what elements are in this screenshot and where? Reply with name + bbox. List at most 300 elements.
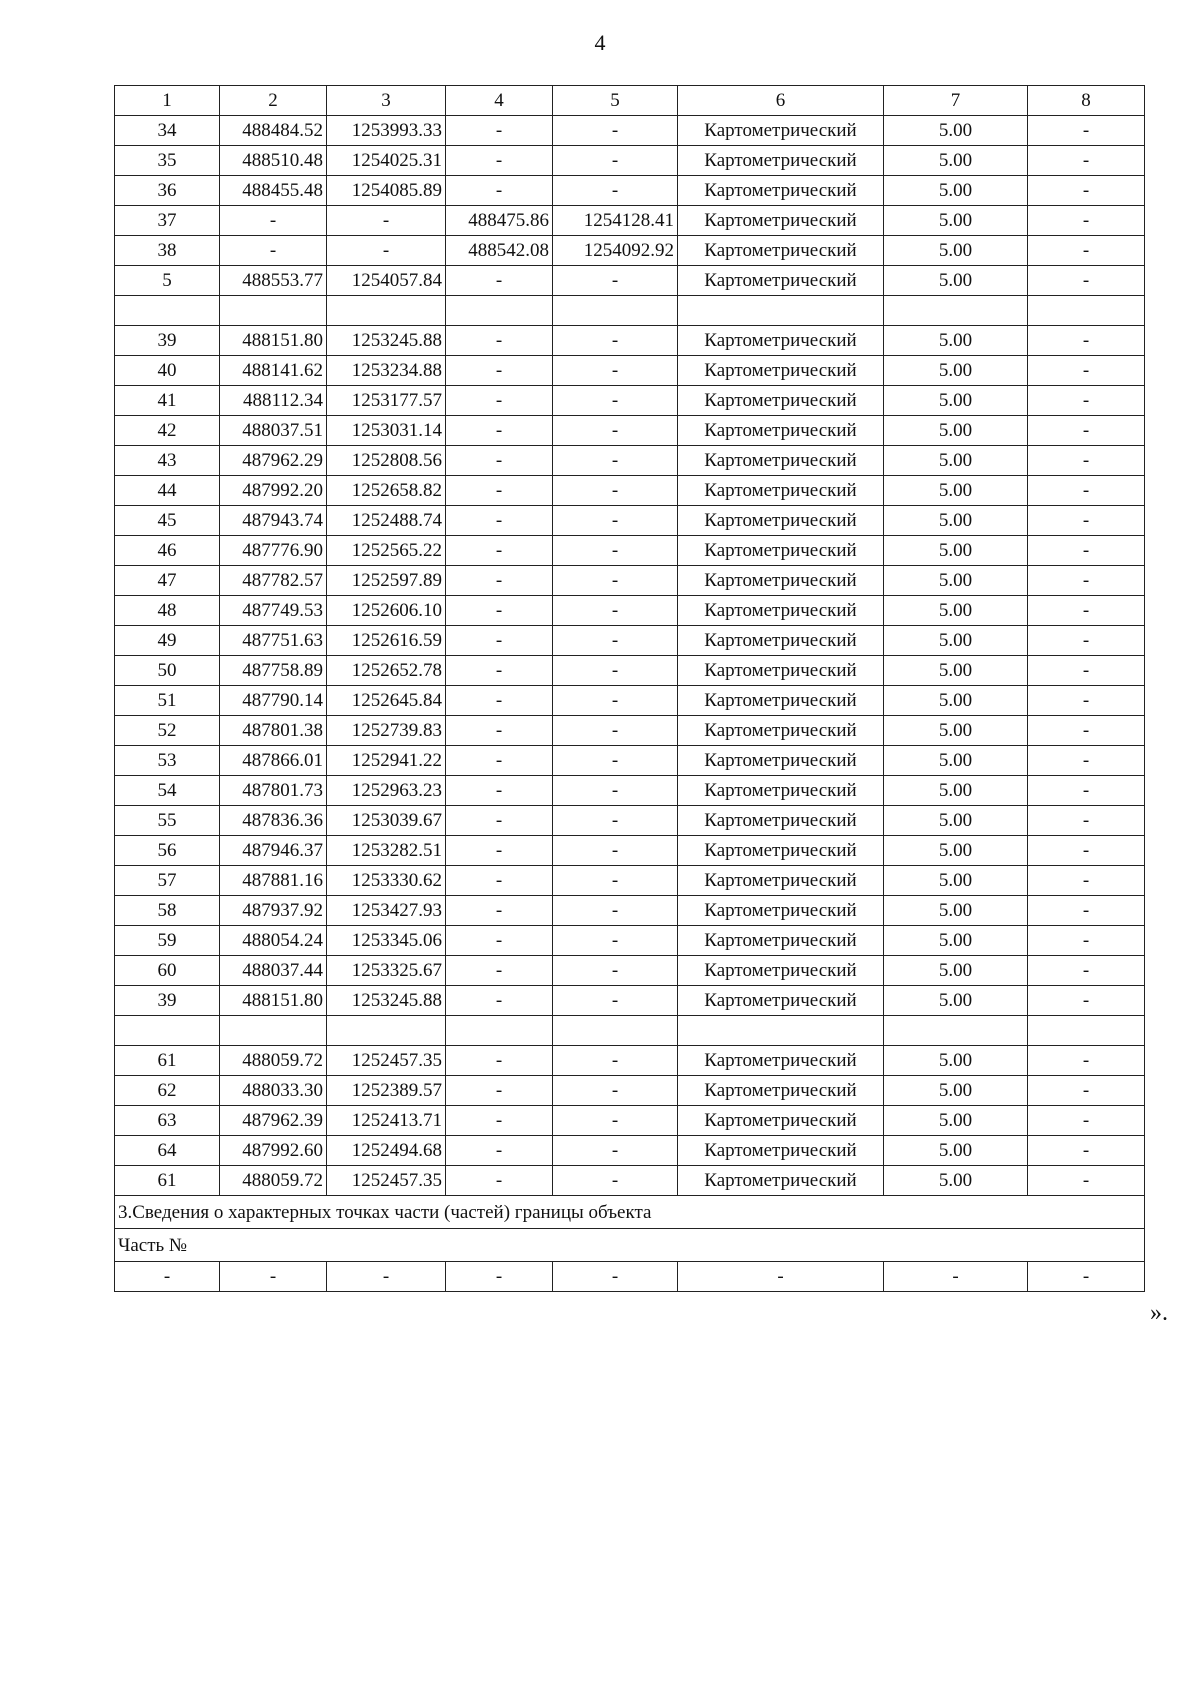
table-cell: - [1028, 506, 1145, 536]
table-cell: Картометрический [678, 1166, 884, 1196]
table-cell: 5.00 [884, 896, 1028, 926]
table-cell: 488542.08 [446, 236, 553, 266]
table-cell: - [446, 1046, 553, 1076]
table-cell: - [1028, 806, 1145, 836]
table-cell: Картометрический [678, 326, 884, 356]
table-cell: 63 [115, 1106, 220, 1136]
table-cell: Картометрический [678, 776, 884, 806]
table-cell: 44 [115, 476, 220, 506]
table-cell [678, 296, 884, 326]
table-cell: 1252963.23 [327, 776, 446, 806]
table-cell: - [1028, 836, 1145, 866]
table-cell: - [446, 326, 553, 356]
table-cell: 1253427.93 [327, 896, 446, 926]
table-row [115, 236, 1145, 266]
table-cell: 1252808.56 [327, 446, 446, 476]
table-cell: - [446, 386, 553, 416]
table-cell: 5.00 [884, 356, 1028, 386]
table-cell: 51 [115, 686, 220, 716]
table-cell: - [446, 1262, 553, 1292]
table-cell: - [553, 776, 678, 806]
table-cell: - [1028, 1136, 1145, 1166]
table-cell [678, 1016, 884, 1046]
table-row [115, 956, 1145, 986]
table-row [115, 746, 1145, 776]
table-cell: Картометрический [678, 1046, 884, 1076]
table-cell: - [446, 686, 553, 716]
table-cell: - [1028, 776, 1145, 806]
table-cell: - [446, 776, 553, 806]
table-cell: - [1028, 1076, 1145, 1106]
table-cell: 39 [115, 326, 220, 356]
table-cell: 46 [115, 536, 220, 566]
table-cell: 1253330.62 [327, 866, 446, 896]
table-cell: - [327, 206, 446, 236]
table-cell: - [553, 326, 678, 356]
table-cell: 488455.48 [220, 176, 327, 206]
table-cell [220, 296, 327, 326]
table-cell: 5.00 [884, 176, 1028, 206]
header-cell: 4 [446, 86, 553, 116]
table-cell [446, 296, 553, 326]
table-cell: Картометрический [678, 986, 884, 1016]
table-cell: Картометрический [678, 1106, 884, 1136]
table-cell [446, 1016, 553, 1046]
table-cell: 5.00 [884, 446, 1028, 476]
table-cell: - [553, 1262, 678, 1292]
closing-quote-mark: ». [1150, 1300, 1168, 1326]
table-cell: - [446, 986, 553, 1016]
table-cell: - [446, 746, 553, 776]
table-cell: 487962.29 [220, 446, 327, 476]
table-cell: - [446, 656, 553, 686]
table-cell: 488059.72 [220, 1166, 327, 1196]
table-cell: 1252941.22 [327, 746, 446, 776]
table-cell: - [115, 1262, 220, 1292]
table-cell: Картометрический [678, 896, 884, 926]
table-row [115, 626, 1145, 656]
table-cell: 45 [115, 506, 220, 536]
header-cell: 8 [1028, 86, 1145, 116]
table-cell: - [553, 1136, 678, 1166]
table-cell: 488054.24 [220, 926, 327, 956]
page-number: 4 [594, 30, 606, 55]
table-cell: 61 [115, 1046, 220, 1076]
table-cell: 5.00 [884, 656, 1028, 686]
table-cell: 488141.62 [220, 356, 327, 386]
table-row [115, 656, 1145, 686]
table-cell: - [1028, 416, 1145, 446]
table-cell: Картометрический [678, 476, 884, 506]
table-cell: Картометрический [678, 386, 884, 416]
table-cell: - [553, 386, 678, 416]
table-cell: Картометрический [678, 116, 884, 146]
table-cell: 5 [115, 266, 220, 296]
table-cell: - [446, 596, 553, 626]
table-cell: - [327, 236, 446, 266]
table-cell: 487992.20 [220, 476, 327, 506]
table-cell: - [446, 416, 553, 446]
table-cell: - [1028, 896, 1145, 926]
table-cell: Картометрический [678, 926, 884, 956]
table-row [115, 716, 1145, 746]
table-cell: 5.00 [884, 476, 1028, 506]
table-row [115, 446, 1145, 476]
header-cell: 2 [220, 86, 327, 116]
table-cell: 487751.63 [220, 626, 327, 656]
table-cell: Картометрический [678, 626, 884, 656]
table-cell: - [553, 656, 678, 686]
table-cell: 487790.14 [220, 686, 327, 716]
table-cell: - [446, 1076, 553, 1106]
table-cell: - [1028, 116, 1145, 146]
table-cell: 1253245.88 [327, 986, 446, 1016]
table-cell: - [446, 1136, 553, 1166]
table-cell: 5.00 [884, 596, 1028, 626]
table-cell: - [327, 1262, 446, 1292]
table-cell: - [1028, 536, 1145, 566]
table-cell: 1254128.41 [553, 206, 678, 236]
table-cell: Картометрический [678, 806, 884, 836]
table-row [115, 536, 1145, 566]
table-cell: 1253245.88 [327, 326, 446, 356]
table-cell: 5.00 [884, 326, 1028, 356]
table-cell: - [553, 926, 678, 956]
table-cell: 487937.92 [220, 896, 327, 926]
table-cell: Картометрический [678, 596, 884, 626]
table-cell: Картометрический [678, 176, 884, 206]
table-cell: 50 [115, 656, 220, 686]
table-cell: 5.00 [884, 566, 1028, 596]
table-cell: 488037.51 [220, 416, 327, 446]
table-cell: 1252739.83 [327, 716, 446, 746]
table-cell: - [1028, 1106, 1145, 1136]
table-cell: 52 [115, 716, 220, 746]
table-cell: - [446, 446, 553, 476]
table-cell: - [446, 146, 553, 176]
table-cell: 1252413.71 [327, 1106, 446, 1136]
table-cell: Картометрический [678, 686, 884, 716]
table-cell: - [553, 806, 678, 836]
table-cell: 5.00 [884, 266, 1028, 296]
table-cell: 1252652.78 [327, 656, 446, 686]
table-cell: 1253031.14 [327, 416, 446, 446]
table-cell: - [553, 596, 678, 626]
table-row [115, 776, 1145, 806]
table-cell: - [446, 176, 553, 206]
table-cell: 61 [115, 1166, 220, 1196]
table-cell: 5.00 [884, 956, 1028, 986]
table-cell: 1253345.06 [327, 926, 446, 956]
table-cell: - [446, 476, 553, 506]
table-cell: 487782.57 [220, 566, 327, 596]
table-cell: 62 [115, 1076, 220, 1106]
table-cell: 1254085.89 [327, 176, 446, 206]
table-cell: Картометрический [678, 656, 884, 686]
table-cell: - [553, 356, 678, 386]
table-row [115, 1046, 1145, 1076]
table-cell [1028, 1016, 1145, 1046]
table-cell: - [553, 536, 678, 566]
table-cell: Картометрический [678, 206, 884, 236]
table-cell: - [1028, 356, 1145, 386]
table-cell: 64 [115, 1136, 220, 1166]
table-cell: - [884, 1262, 1028, 1292]
coordinates-table-body [115, 86, 1145, 1292]
table-cell: - [220, 236, 327, 266]
table-cell: 487758.89 [220, 656, 327, 686]
table-cell: - [1028, 686, 1145, 716]
table-cell: Картометрический [678, 146, 884, 176]
table-cell: - [553, 866, 678, 896]
table-cell: - [1028, 446, 1145, 476]
table-cell: 1254092.92 [553, 236, 678, 266]
table-cell: - [446, 866, 553, 896]
table-cell: 5.00 [884, 836, 1028, 866]
table-cell: 488553.77 [220, 266, 327, 296]
table-cell: 487776.90 [220, 536, 327, 566]
table-cell: - [1028, 956, 1145, 986]
table-cell: - [553, 836, 678, 866]
table-cell: - [1028, 146, 1145, 176]
table-cell: - [553, 116, 678, 146]
table-cell: - [553, 266, 678, 296]
table-cell: 5.00 [884, 386, 1028, 416]
table-cell: - [1028, 566, 1145, 596]
table-cell: 56 [115, 836, 220, 866]
table-cell: 57 [115, 866, 220, 896]
table-cell: 49 [115, 626, 220, 656]
table-cell: - [1028, 1046, 1145, 1076]
table-cell [553, 1016, 678, 1046]
table-cell: - [220, 1262, 327, 1292]
table-cell: 5.00 [884, 716, 1028, 746]
table-cell: - [1028, 926, 1145, 956]
final-row [115, 1262, 1145, 1292]
table-cell: 55 [115, 806, 220, 836]
table-cell [1028, 296, 1145, 326]
table-cell: 488151.80 [220, 326, 327, 356]
table-cell: 5.00 [884, 986, 1028, 1016]
table-cell: Картометрический [678, 566, 884, 596]
table-cell: Картометрический [678, 446, 884, 476]
table-cell: 5.00 [884, 686, 1028, 716]
table-cell: 1252616.59 [327, 626, 446, 656]
table-cell: - [446, 926, 553, 956]
table-cell: - [553, 746, 678, 776]
table-cell: 5.00 [884, 206, 1028, 236]
table-cell: 5.00 [884, 116, 1028, 146]
table-row [115, 416, 1145, 446]
table-cell: - [446, 566, 553, 596]
table-row [115, 596, 1145, 626]
section-title: 3.Сведения о характерных точках части (частей) границы объекта [115, 1196, 1145, 1229]
table-cell: Картометрический [678, 746, 884, 776]
table-cell [884, 296, 1028, 326]
table-cell: 41 [115, 386, 220, 416]
table-cell: 38 [115, 236, 220, 266]
table-cell: 487962.39 [220, 1106, 327, 1136]
table-cell: 5.00 [884, 806, 1028, 836]
table-cell: 1254025.31 [327, 146, 446, 176]
table-cell: 1253039.67 [327, 806, 446, 836]
table-cell: 5.00 [884, 746, 1028, 776]
table-cell: Картометрический [678, 506, 884, 536]
table-cell: 5.00 [884, 1166, 1028, 1196]
table-cell: 487749.53 [220, 596, 327, 626]
table-row [115, 926, 1145, 956]
table-cell: 5.00 [884, 1046, 1028, 1076]
table-cell: - [553, 1076, 678, 1106]
table-cell: - [553, 566, 678, 596]
table-cell: - [1028, 266, 1145, 296]
table-cell: 1252565.22 [327, 536, 446, 566]
table-row [115, 806, 1145, 836]
table-cell [884, 1016, 1028, 1046]
table-cell: 487836.36 [220, 806, 327, 836]
blank-separator-row [115, 296, 1145, 326]
table-cell [220, 1016, 327, 1046]
table-cell: 488037.44 [220, 956, 327, 986]
table-cell: Картометрический [678, 1076, 884, 1106]
table-cell: 1253993.33 [327, 116, 446, 146]
table-row [115, 206, 1145, 236]
table-cell: 1252597.89 [327, 566, 446, 596]
table-cell: 5.00 [884, 146, 1028, 176]
table-cell: 488484.52 [220, 116, 327, 146]
table-cell: Картометрический [678, 536, 884, 566]
table-cell: 488033.30 [220, 1076, 327, 1106]
table-cell: - [553, 956, 678, 986]
table-row [115, 356, 1145, 386]
table-cell: 5.00 [884, 776, 1028, 806]
table-cell: Картометрический [678, 266, 884, 296]
blank-separator-row [115, 1016, 1145, 1046]
table-cell: - [1028, 596, 1145, 626]
table-cell: 42 [115, 416, 220, 446]
table-row [115, 476, 1145, 506]
table-cell [327, 296, 446, 326]
table-cell: - [553, 176, 678, 206]
table-cell: 58 [115, 896, 220, 926]
table-cell: - [1028, 746, 1145, 776]
table-cell: 37 [115, 206, 220, 236]
table-cell: 1252658.82 [327, 476, 446, 506]
table-row [115, 146, 1145, 176]
table-cell: - [446, 356, 553, 386]
table-cell: - [1028, 656, 1145, 686]
table-cell: - [446, 956, 553, 986]
header-row [115, 86, 1145, 116]
table-row [115, 686, 1145, 716]
table-cell: 487866.01 [220, 746, 327, 776]
table-row [115, 986, 1145, 1016]
table-cell: - [553, 416, 678, 446]
table-cell: - [553, 626, 678, 656]
table-cell: - [446, 536, 553, 566]
table-cell: - [553, 716, 678, 746]
table-row [115, 566, 1145, 596]
table-row [115, 1106, 1145, 1136]
table-cell: 1253282.51 [327, 836, 446, 866]
table-cell: - [1028, 176, 1145, 206]
table-cell: 39 [115, 986, 220, 1016]
table-cell: 35 [115, 146, 220, 176]
table-cell: - [678, 1262, 884, 1292]
part-label-row [115, 1229, 1145, 1262]
table-cell: 5.00 [884, 536, 1028, 566]
table-row [115, 1076, 1145, 1106]
table-cell: - [1028, 386, 1145, 416]
table-cell [553, 296, 678, 326]
table-cell: - [553, 686, 678, 716]
table-cell: - [446, 806, 553, 836]
table-cell: 47 [115, 566, 220, 596]
table-cell: 488510.48 [220, 146, 327, 176]
table-cell: - [1028, 626, 1145, 656]
table-cell: 5.00 [884, 1076, 1028, 1106]
part-label: Часть № [115, 1229, 1145, 1262]
table-cell: - [1028, 866, 1145, 896]
table-cell: - [553, 1106, 678, 1136]
table-cell: - [1028, 476, 1145, 506]
table-cell: - [553, 1046, 678, 1076]
table-cell: - [446, 716, 553, 746]
table-cell: - [553, 146, 678, 176]
table-cell: Картометрический [678, 1136, 884, 1166]
header-cell: 3 [327, 86, 446, 116]
table-cell: 1252457.35 [327, 1166, 446, 1196]
table-cell: - [446, 266, 553, 296]
coordinates-table [114, 85, 1145, 1292]
table-cell: 5.00 [884, 506, 1028, 536]
table-cell: 5.00 [884, 1106, 1028, 1136]
table-cell: - [446, 1166, 553, 1196]
table-cell: 5.00 [884, 626, 1028, 656]
table-cell: 1252457.35 [327, 1046, 446, 1076]
table-cell: 54 [115, 776, 220, 806]
table-cell: - [553, 1166, 678, 1196]
table-cell: Картометрический [678, 356, 884, 386]
table-cell: Картометрический [678, 836, 884, 866]
table-cell: - [1028, 1166, 1145, 1196]
table-cell: 488475.86 [446, 206, 553, 236]
table-cell: 1253325.67 [327, 956, 446, 986]
table-cell: 1253177.57 [327, 386, 446, 416]
table-cell: - [553, 506, 678, 536]
table-cell: - [553, 446, 678, 476]
table-cell: 5.00 [884, 236, 1028, 266]
table-cell: - [1028, 236, 1145, 266]
table-cell: 1252488.74 [327, 506, 446, 536]
table-cell: 1253234.88 [327, 356, 446, 386]
table-cell: - [446, 1106, 553, 1136]
table-row [115, 1166, 1145, 1196]
table-cell: - [1028, 206, 1145, 236]
table-cell: - [1028, 1262, 1145, 1292]
table-cell: 487801.38 [220, 716, 327, 746]
table-cell: 36 [115, 176, 220, 206]
table-row [115, 836, 1145, 866]
table-cell: 488059.72 [220, 1046, 327, 1076]
table-cell: 487801.73 [220, 776, 327, 806]
table-row [115, 866, 1145, 896]
table-cell: 1252606.10 [327, 596, 446, 626]
table-cell: 48 [115, 596, 220, 626]
table-cell: 1254057.84 [327, 266, 446, 296]
table-cell [115, 296, 220, 326]
table-cell: - [553, 896, 678, 926]
